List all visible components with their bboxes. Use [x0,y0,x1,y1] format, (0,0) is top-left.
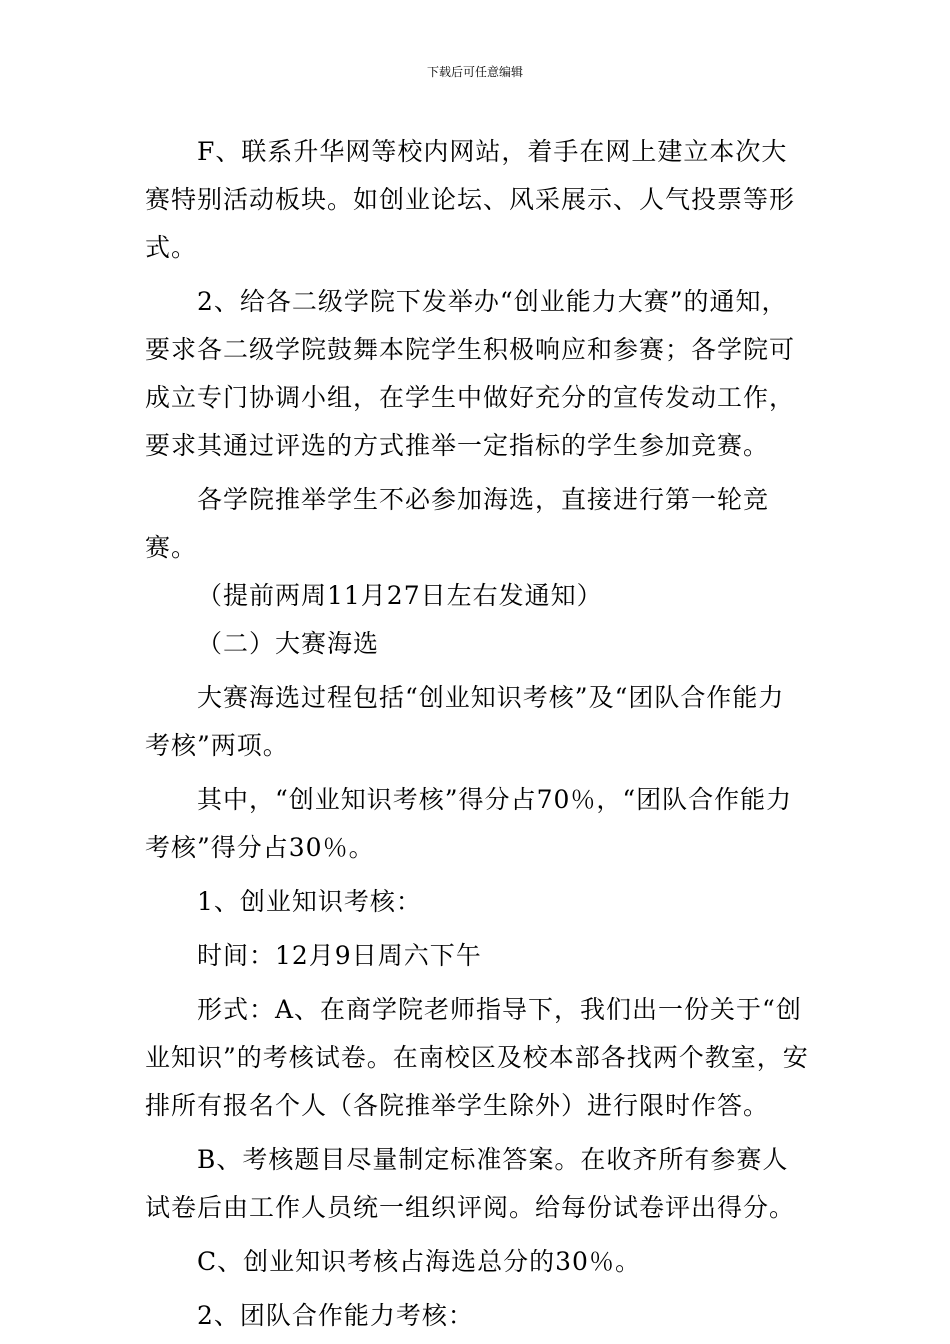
paragraph-test-format: 形式：A、在商学院老师指导下，我们出一份关于“创业知识”的考核试卷。在南校区及校本部各找两个教室，安排所有报名个人（各院推举学生除外）进行限时作答。 [145,995,809,1120]
page-header: 下载后可任意编辑 [426,65,523,79]
paragraph-website-section: F、联系升华网等校内网站，着手在网上建立本次大赛特别活动板块。如创业论坛、风采展示、人气投票等形式。 [145,137,796,262]
paragraph-audition-process: 大赛海选过程包括“创业知识考核”及“团队合作能力考核”两项。 [145,683,785,760]
document-body [145,128,809,1340]
paragraph-no-audition: 各学院推举学生不必参加海选，直接进行第一轮竞赛。 [145,485,770,562]
section-heading-audition: （二）大赛海选 [197,629,380,658]
paragraph-test-weight: C、创业知识考核占海选总分的30％。 [197,1247,641,1276]
paragraph-test-grading: B、考核题目尽量制定标准答案。在收齐所有参赛人试卷后由工作人员统一组织评阅。给每份试卷评出得分。 [145,1145,796,1222]
paragraph-test-time: 时间：12月9日周六下午 [197,941,482,970]
subheading-team-test: 2、团队合作能力考核： [197,1301,474,1330]
paragraph-score-weights: 其中，“创业知识考核”得分占70％，“团队合作能力考核”得分占30％。 [145,785,793,862]
subheading-knowledge-test: 1、创业知识考核： [197,887,422,916]
paragraph-notice-date: （提前两周11月27日左右发通知） [197,581,603,610]
paragraph-college-notice: 2、给各二级学院下发举办“创业能力大赛”的通知，要求各二级学院鼓舞本院学生积极响应和参赛；各学院可成立专门协调小组，在学生中做好充分的宣传发动工作，要求其通过评选的方式推举一定指标的学生参加竞赛。 [145,287,796,460]
